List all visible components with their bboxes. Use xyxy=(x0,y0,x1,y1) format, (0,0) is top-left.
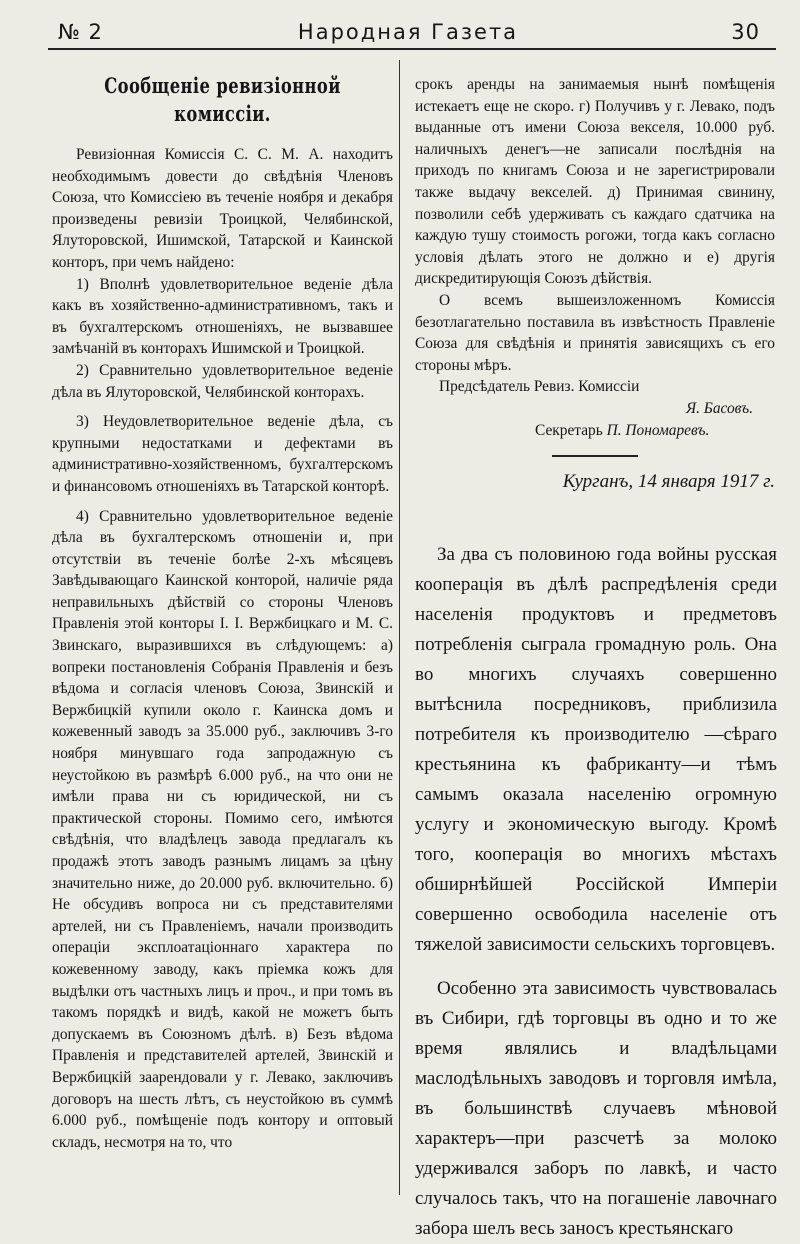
page-number: 30 xyxy=(731,20,760,44)
dateline: Курганъ, 14 января 1917 г. xyxy=(562,471,775,493)
article-paragraph: 3) Неудовлетворительное веденіе дѣла, съ крупными недостатками и дефектами въ административно-хозяйственномъ, бухгалтерскомъ и финансовомъ отношеніяхъ въ Татарской конторѣ. xyxy=(52,413,393,495)
right-column-top xyxy=(415,74,775,509)
signature-chairman-title: Предсѣдатель Ревиз. Комиссіи xyxy=(439,378,640,396)
page-header xyxy=(52,14,764,50)
issue-number: № 2 xyxy=(58,20,103,44)
header-rule xyxy=(48,48,776,50)
right-column-editorial xyxy=(415,540,777,1244)
article-paragraph: 4) Сравнительно удовлетворительное веденіе дѣла въ бухгалтерскомъ отношеніи и, при отсутствіи въ теченіе болѣе 2-хъ мѣсяцевъ Завѣдывающаго Каинской конторой, наличіе ряда неправильныхъ дѣйствій со стороны Членовъ Правленія этой конторы І. І. Вержбицкаго и М. С. Звинскаго, выразившихся въ слѣдующемъ: а) вопреки постановленія Собранія Правленія и безъ вѣдома и согласія членовъ Союза, Звинскій и Вержбицкій купили около г. Каинска домъ и кожевенный заводъ за 35.000 руб., заключивъ 3-го ноября минувшаго года запродажную съ неустойкою въ размѣрѣ 6.000 руб., на что они не имѣли права ни съ юридической, ни съ практической стороны. Помимо сего, имѣются свѣдѣнія, что владѣлецъ завода предлагалъ къ продажѣ этотъ заводъ разнымъ лицамъ за цѣну значительно ниже, до 20.000 руб. включительно. б) Не обсудивъ вопроса ни съ представителями артелей, ни съ Правленіемъ, начали производить операціи эксплоатаціоннаго характера по кожевенному заводу, какъ пріемка кожъ для выдѣлки отъ частныхъ лицъ и проч., и при томъ въ такомъ порядкѣ и видѣ, какой не можетъ быть допускаемъ въ Союзномъ дѣлѣ. в) Безъ вѣдома Правленія и представителей артелей, Звинскій и Вержбицкій заарендовали у г. Левако, заключивъ договоръ на шесть лѣтъ, съ неустойкою въ суммѣ 6.000 руб., помѣщеніе подъ контору и оптовый складъ, несмотря на то, что xyxy=(52,507,393,1151)
article-paragraph: Ревизіонная Комиссія С. С. М. А. находитъ необходимымъ довести до свѣдѣнія Членовъ Союза, что Комиссіею въ теченіе ноября и декабря произведены ревизіи Троицкой, Челябинской, Ялуторовской, Ишимской, Татарской и Каинской конторъ, при чемъ найдено: xyxy=(52,146,393,271)
article-paragraph: 2) Сравнительно удовлетворительное веденіе дѣла въ Ялуторовской, Челябинской конторахъ. xyxy=(52,361,393,401)
section-rule xyxy=(552,455,638,457)
signature-chairman-name: Я. Басовъ. xyxy=(685,399,753,417)
newspaper-title: Народная Газета xyxy=(297,20,519,44)
article-paragraph: 1) Вполнѣ удовлетворительное веденіе дѣла какъ въ хозяйственно-административномъ, такъ и въ бухгалтерскомъ отношеніяхъ, не вызвавшее замѣчаній въ конторахъ Ишимской и Троицкой. xyxy=(52,275,393,358)
left-column xyxy=(52,60,393,1153)
editorial-paragraph: За два съ половиною года войны русская кооперація въ дѣлѣ распредѣленія среди населенія продуктовъ и предметовъ потребленія сыграла громадную роль. Она во многихъ случаяхъ совершенно вытѣснила посредниковъ, приблизила потребителя къ производителю —сѣраго крестьянина къ фабриканту—и тѣмъ самымъ оказала населенію огромную услугу и экономическую выгоду. Кромѣ того, кооперація во многихъ мѣстахъ обширнѣйшей Россійской Имперіи совершенно освободила населеніе отъ тяжелой зависимости сельскихъ торговцевъ. xyxy=(415,544,777,955)
article-paragraph: срокъ аренды на занимаемыя нынѣ помѣщенія истекаетъ еще не скоро. г) Получивъ у г. Левако, подъ выданные отъ имени Союза векселя, 10.000 руб. наличныхъ денегъ—не записали послѣднія на приходъ по книгамъ Союза и не зарегистрировали также выдачу векселей. д) Принимая свинину, позволили себѣ удерживать съ каждаго сдатчика на каждую тушу стоимость рогожи, тогда какъ согласно условія дѣлать этого не должно и е) другія дискредитирующія Союзъ дѣйствія. xyxy=(415,76,775,288)
article-paragraph: О всемъ вышеизложенномъ Комиссія безотлагательно поставила въ извѣстность Правленіе Союза для свѣдѣнія и принятія зависящихъ съ его стороны мѣръ. xyxy=(415,291,775,374)
signature-secretary-name: П. Пономаревъ. xyxy=(606,421,710,439)
editorial-paragraph: Особенно эта зависимость чувствовалась въ Сибири, гдѣ торговцы въ одно и то же время являлись и владѣльцами маслодѣльныхъ заводовъ и торговля имѣла, въ большинствѣ случаевъ мѣновой характеръ—при разсчетѣ за молоко удерживался заборъ по лавкѣ, и часто случалось такъ, что на погашеніе лавочнаго забора шелъ весь заносъ крестьянскаго xyxy=(415,978,777,1239)
column-divider xyxy=(399,60,400,1195)
article-title: Сообщеніе ревизіонной комиссіи. xyxy=(104,73,341,126)
signature-secretary-title: Секретарь xyxy=(535,421,603,439)
